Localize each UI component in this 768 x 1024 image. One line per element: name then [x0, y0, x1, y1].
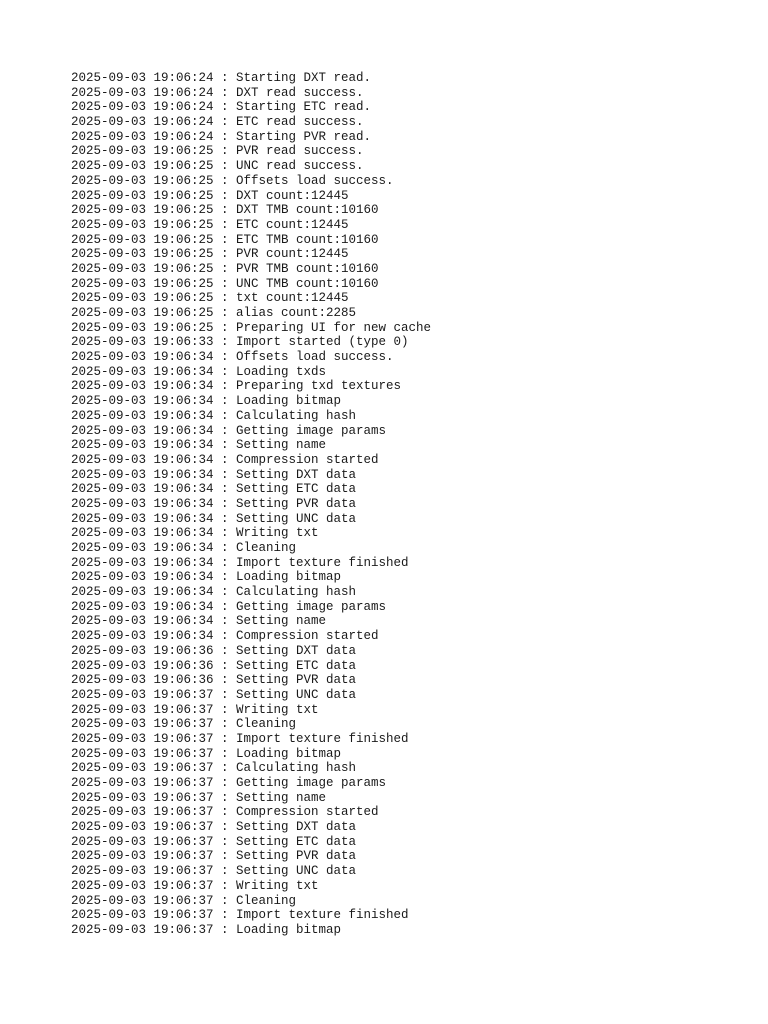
log-line: 2025-09-03 19:06:34 : Cleaning	[71, 541, 297, 555]
log-line: 2025-09-03 19:06:37 : Writing txt	[71, 878, 319, 893]
log-line: 2025-09-03 19:06:37 : Setting DXT data	[71, 820, 357, 835]
log-line: 2025-09-03 19:06:34 : Compression started	[71, 452, 379, 467]
log-line: 2025-09-03 19:06:25 : UNC TMB count:10160	[71, 276, 379, 291]
log-line: 2025-09-03 19:06:24 : Starting PVR read.	[71, 129, 372, 144]
log-line: 2025-09-03 19:06:37 : Cleaning	[71, 893, 297, 908]
log-line: 2025-09-03 19:06:37 : Compression started	[71, 805, 379, 820]
log-line: 2025-09-03 19:06:24 : DXT read success.	[71, 85, 364, 100]
log-line: 2025-09-03 19:06:34 : Setting name	[71, 614, 327, 629]
log-line: 2025-09-03 19:06:34 : Setting UNC data	[71, 511, 357, 526]
log-line: 2025-09-03 19:06:34 : Setting PVR data	[71, 496, 357, 511]
log-line: 2025-09-03 19:06:37 : Calculating hash	[71, 761, 357, 776]
log-line: 2025-09-03 19:06:25 : UNC read success.	[71, 159, 364, 174]
log-line: 2025-09-03 19:06:25 : DXT TMB count:10160	[71, 203, 379, 218]
log-line: 2025-09-03 19:06:34 : Preparing txd textures	[71, 379, 402, 394]
log-line: 2025-09-03 19:06:34 : Setting DXT data	[71, 467, 357, 482]
log-line: 2025-09-03 19:06:36 : Setting DXT data	[71, 643, 357, 658]
log-line: 2025-09-03 19:06:34 : Setting name	[71, 438, 327, 453]
log-line: 2025-09-03 19:06:25 : Preparing UI for new cache	[71, 320, 432, 335]
log-line: 2025-09-03 19:06:24 : ETC read success.	[71, 115, 364, 130]
log-page	[71, 71, 751, 938]
log-line: 2025-09-03 19:06:34 : Calculating hash	[71, 408, 357, 423]
log-line: 2025-09-03 19:06:24 : Starting ETC read.	[71, 100, 372, 115]
log-line: 2025-09-03 19:06:36 : Setting ETC data	[71, 658, 357, 673]
log-line: 2025-09-03 19:06:37 : Setting ETC data	[71, 834, 357, 849]
log-line: 2025-09-03 19:06:37 : Setting PVR data	[71, 849, 357, 864]
log-line: 2025-09-03 19:06:25 : txt count:12445	[71, 291, 349, 306]
log-line: 2025-09-03 19:06:37 : Getting image params	[71, 776, 387, 790]
log-line: 2025-09-03 19:06:37 : Loading bitmap	[71, 922, 342, 937]
log-line: 2025-09-03 19:06:34 : Setting ETC data	[71, 482, 357, 497]
log-line: 2025-09-03 19:06:33 : Import started (type 0)	[71, 335, 409, 350]
log-line: 2025-09-03 19:06:36 : Setting PVR data	[71, 673, 357, 688]
log-line: 2025-09-03 19:06:25 : PVR TMB count:10160	[71, 261, 379, 276]
log-line: 2025-09-03 19:06:37 : Setting UNC data	[71, 687, 357, 702]
log-line: 2025-09-03 19:06:34 : Loading bitmap	[71, 394, 342, 409]
log-line: 2025-09-03 19:06:37 : Import texture finished	[71, 731, 409, 746]
log-line: 2025-09-03 19:06:25 : PVR count:12445	[71, 247, 349, 262]
log-line: 2025-09-03 19:06:25 : ETC count:12445	[71, 217, 349, 232]
log-line: 2025-09-03 19:06:34 : Import texture finished	[71, 555, 409, 570]
log-line: 2025-09-03 19:06:34 : Loading bitmap	[71, 570, 342, 585]
log-line: 2025-09-03 19:06:25 : alias count:2285	[71, 306, 357, 320]
log-line: 2025-09-03 19:06:25 : ETC TMB count:10160	[71, 232, 379, 247]
log-line: 2025-09-03 19:06:37 : Cleaning	[71, 717, 297, 732]
log-list	[71, 71, 751, 938]
log-line: 2025-09-03 19:06:25 : Offsets load success.	[71, 173, 394, 188]
log-line: 2025-09-03 19:06:37 : Loading bitmap	[71, 746, 342, 761]
log-line: 2025-09-03 19:06:34 : Loading txds	[71, 364, 327, 379]
log-line: 2025-09-03 19:06:34 : Compression started	[71, 629, 379, 644]
log-line: 2025-09-03 19:06:37 : Writing txt	[71, 702, 319, 717]
log-line: 2025-09-03 19:06:34 : Calculating hash	[71, 585, 357, 600]
log-line: 2025-09-03 19:06:37 : Setting name	[71, 790, 327, 805]
log-line: 2025-09-03 19:06:24 : Starting DXT read.	[71, 71, 372, 85]
log-line: 2025-09-03 19:06:34 : Offsets load success.	[71, 350, 394, 365]
log-line: 2025-09-03 19:06:25 : PVR read success.	[71, 144, 364, 159]
log-line: 2025-09-03 19:06:34 : Writing txt	[71, 526, 319, 541]
log-line: 2025-09-03 19:06:34 : Getting image params	[71, 599, 387, 614]
log-line: 2025-09-03 19:06:34 : Getting image params	[71, 423, 387, 438]
log-line: 2025-09-03 19:06:37 : Import texture finished	[71, 908, 409, 923]
log-line: 2025-09-03 19:06:37 : Setting UNC data	[71, 864, 357, 879]
log-line: 2025-09-03 19:06:25 : DXT count:12445	[71, 188, 349, 203]
